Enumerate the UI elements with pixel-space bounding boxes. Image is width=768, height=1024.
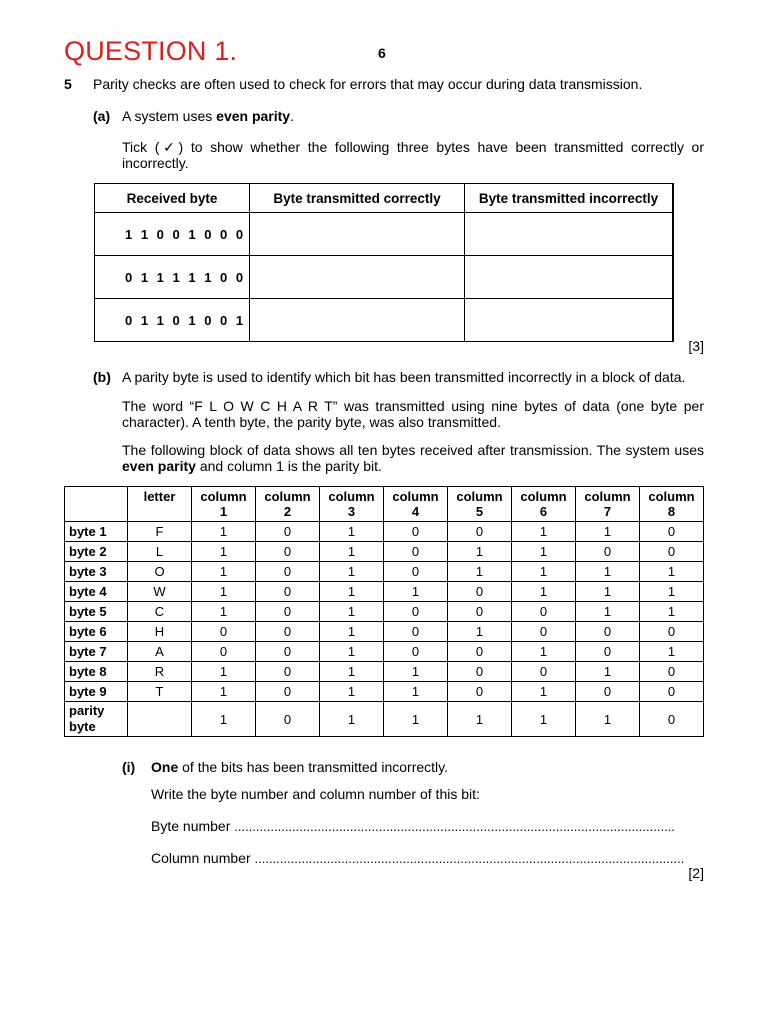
bit-cell: 0 bbox=[512, 602, 576, 622]
bit-cell: 1 bbox=[320, 682, 384, 702]
bit-cell: 1 bbox=[320, 702, 384, 737]
bit-cell: 1 bbox=[384, 662, 448, 682]
bit-cell: 0 bbox=[512, 622, 576, 642]
letter-cell: T bbox=[128, 682, 192, 702]
bit-cell: 0 bbox=[448, 642, 512, 662]
bit-cell: 1 bbox=[192, 542, 256, 562]
table-header: Byte transmitted correctly bbox=[250, 184, 465, 213]
part-a-instruction: Tick (✓) to show whether the following three bytes have been transmitted correctly or incorrectly. bbox=[122, 139, 704, 171]
row-label: byte 3 bbox=[65, 562, 128, 582]
bit-cell: 1 bbox=[640, 562, 704, 582]
question-number: 5 bbox=[64, 76, 72, 92]
bit-cell: 1 bbox=[512, 682, 576, 702]
row-label: parity byte bbox=[65, 702, 128, 737]
bit-cell: 1 bbox=[448, 622, 512, 642]
bit-cell: 1 bbox=[320, 602, 384, 622]
table-row bbox=[65, 662, 704, 682]
bit-cell: 1 bbox=[192, 602, 256, 622]
letter-cell: O bbox=[128, 562, 192, 582]
bit-cell: 0 bbox=[576, 542, 640, 562]
table-row bbox=[65, 542, 704, 562]
question-intro: Parity checks are often used to check for errors that may occur during data transmission. bbox=[93, 76, 643, 92]
part-b-label: (b) bbox=[93, 369, 111, 385]
sub-i-text: One of the bits has been transmitted incorrectly. bbox=[151, 759, 448, 775]
row-label: byte 8 bbox=[65, 662, 128, 682]
bit-cell: 0 bbox=[576, 622, 640, 642]
bit-cell: 1 bbox=[448, 542, 512, 562]
sub-i-instruction: Write the byte number and column number of this bit: bbox=[151, 786, 480, 802]
row-label: byte 9 bbox=[65, 682, 128, 702]
tick-cell-correct[interactable] bbox=[250, 299, 465, 342]
row-label: byte 5 bbox=[65, 602, 128, 622]
bit-cell: 1 bbox=[576, 582, 640, 602]
bit-cell: 1 bbox=[512, 582, 576, 602]
byte-number-line[interactable]: .......................................................................................................................... bbox=[234, 819, 675, 834]
page-number: 6 bbox=[378, 45, 386, 61]
bit-cell: 0 bbox=[448, 582, 512, 602]
received-byte: 0 1 1 1 1 1 0 0 bbox=[95, 256, 250, 299]
bit-cell: 1 bbox=[320, 562, 384, 582]
column-header: column 7 bbox=[576, 487, 640, 522]
bit-cell: 0 bbox=[256, 562, 320, 582]
table-row bbox=[95, 299, 674, 342]
bit-cell: 1 bbox=[512, 702, 576, 737]
column-header: column 2 bbox=[256, 487, 320, 522]
bit-cell: 0 bbox=[256, 622, 320, 642]
bit-cell: 1 bbox=[640, 582, 704, 602]
bit-cell: 0 bbox=[256, 702, 320, 737]
bit-cell: 0 bbox=[448, 522, 512, 542]
bit-cell: 0 bbox=[384, 522, 448, 542]
letter-cell: C bbox=[128, 602, 192, 622]
bit-cell: 1 bbox=[576, 562, 640, 582]
bit-cell: 0 bbox=[576, 642, 640, 662]
bit-cell: 0 bbox=[448, 682, 512, 702]
bit-cell: 0 bbox=[512, 662, 576, 682]
row-label: byte 6 bbox=[65, 622, 128, 642]
bit-cell: 0 bbox=[384, 542, 448, 562]
bit-cell: 0 bbox=[256, 582, 320, 602]
bit-cell: 0 bbox=[640, 662, 704, 682]
bit-cell: 1 bbox=[384, 702, 448, 737]
page-title: QUESTION 1. bbox=[64, 36, 238, 66]
bit-cell: 1 bbox=[384, 682, 448, 702]
bit-cell: 0 bbox=[256, 602, 320, 622]
bit-cell: 0 bbox=[256, 542, 320, 562]
bit-cell: 0 bbox=[256, 522, 320, 542]
part-b-text3: The following block of data shows all ten bytes received after transmission. The system uses even parity and column 1 is the parity bit. bbox=[122, 442, 704, 474]
tick-cell-correct[interactable] bbox=[250, 213, 465, 256]
bit-cell: 1 bbox=[576, 522, 640, 542]
table-header: Byte transmitted incorrectly bbox=[465, 184, 674, 213]
received-byte: 0 1 1 0 1 0 0 1 bbox=[95, 299, 250, 342]
table-row bbox=[65, 522, 704, 542]
table-corner bbox=[65, 487, 128, 522]
bit-cell: 1 bbox=[320, 542, 384, 562]
bit-cell: 0 bbox=[384, 602, 448, 622]
part-a-text: A system uses even parity. bbox=[122, 108, 294, 124]
bit-cell: 1 bbox=[576, 602, 640, 622]
table-row bbox=[65, 562, 704, 582]
bit-cell: 0 bbox=[384, 642, 448, 662]
table-row bbox=[65, 602, 704, 622]
bit-cell: 0 bbox=[256, 662, 320, 682]
bit-cell: 1 bbox=[320, 622, 384, 642]
row-label: byte 4 bbox=[65, 582, 128, 602]
byte-number-answer bbox=[151, 818, 704, 834]
bit-cell: 1 bbox=[448, 562, 512, 582]
bit-cell: 0 bbox=[192, 642, 256, 662]
bit-cell: 1 bbox=[192, 702, 256, 737]
letter-cell: W bbox=[128, 582, 192, 602]
column-number-answer bbox=[151, 850, 704, 866]
parity-row bbox=[65, 702, 704, 737]
part-b-text2: The word “F L O W C H A R T” was transmitted using nine bytes of data (one byte per character). A tenth byte, the parity byte, was also transmitted. bbox=[122, 398, 704, 430]
bit-cell: 0 bbox=[448, 602, 512, 622]
table-row bbox=[65, 682, 704, 702]
tick-cell-incorrect[interactable] bbox=[465, 213, 674, 256]
tick-cell-incorrect[interactable] bbox=[465, 256, 674, 299]
column-header: column 4 bbox=[384, 487, 448, 522]
bit-cell: 0 bbox=[640, 522, 704, 542]
row-label: byte 7 bbox=[65, 642, 128, 662]
column-header: column 5 bbox=[448, 487, 512, 522]
bit-cell: 1 bbox=[576, 662, 640, 682]
bit-cell: 1 bbox=[192, 662, 256, 682]
letter-cell: A bbox=[128, 642, 192, 662]
bit-cell: 1 bbox=[512, 642, 576, 662]
bit-cell: 0 bbox=[256, 682, 320, 702]
table-row bbox=[65, 622, 704, 642]
column-header: column 1 bbox=[192, 487, 256, 522]
marks-i: [2] bbox=[688, 865, 704, 881]
bit-cell: 1 bbox=[192, 582, 256, 602]
bit-cell: 1 bbox=[512, 542, 576, 562]
column-number-line[interactable]: ....................................................................................................................... bbox=[254, 851, 685, 866]
bit-cell: 1 bbox=[512, 562, 576, 582]
bit-cell: 0 bbox=[640, 542, 704, 562]
received-bytes-table bbox=[94, 183, 674, 342]
bit-cell: 0 bbox=[640, 622, 704, 642]
sub-i-label: (i) bbox=[122, 759, 136, 775]
bit-cell: 1 bbox=[192, 682, 256, 702]
bit-cell: 1 bbox=[192, 562, 256, 582]
row-label: byte 2 bbox=[65, 542, 128, 562]
bit-cell: 0 bbox=[576, 682, 640, 702]
bit-cell: 0 bbox=[384, 562, 448, 582]
column-number-label: Column number bbox=[151, 850, 251, 866]
bit-cell: 1 bbox=[640, 642, 704, 662]
bit-cell: 1 bbox=[384, 582, 448, 602]
letter-cell: R bbox=[128, 662, 192, 682]
part-a-label: (a) bbox=[93, 108, 111, 124]
part-b-text1: A parity byte is used to identify which bit has been transmitted incorrectly in a block of data. bbox=[122, 369, 686, 385]
letter-cell: L bbox=[128, 542, 192, 562]
byte-number-label: Byte number bbox=[151, 818, 231, 834]
row-label: byte 1 bbox=[65, 522, 128, 542]
bit-cell: 1 bbox=[320, 522, 384, 542]
letter-header: letter bbox=[128, 487, 192, 522]
bit-cell: 1 bbox=[320, 582, 384, 602]
tick-cell-correct[interactable] bbox=[250, 256, 465, 299]
table-row bbox=[95, 256, 674, 299]
bit-cell: 0 bbox=[448, 662, 512, 682]
bit-cell: 1 bbox=[512, 522, 576, 542]
received-byte: 1 1 0 0 1 0 0 0 bbox=[95, 213, 250, 256]
parity-block-table bbox=[64, 486, 704, 737]
column-header: column 8 bbox=[640, 487, 704, 522]
bit-cell: 1 bbox=[320, 662, 384, 682]
letter-cell bbox=[128, 702, 192, 737]
letter-cell: H bbox=[128, 622, 192, 642]
table-row bbox=[65, 582, 704, 602]
column-header: column 3 bbox=[320, 487, 384, 522]
bit-cell: 0 bbox=[256, 642, 320, 662]
bit-cell: 1 bbox=[576, 702, 640, 737]
bit-cell: 1 bbox=[192, 522, 256, 542]
bit-cell: 0 bbox=[384, 622, 448, 642]
table-row bbox=[65, 642, 704, 662]
bit-cell: 0 bbox=[640, 702, 704, 737]
bit-cell: 1 bbox=[640, 602, 704, 622]
bit-cell: 0 bbox=[640, 682, 704, 702]
bit-cell: 1 bbox=[448, 702, 512, 737]
tick-cell-incorrect[interactable] bbox=[465, 299, 674, 342]
table-header: Received byte bbox=[95, 184, 250, 213]
bit-cell: 0 bbox=[192, 622, 256, 642]
table-row bbox=[95, 213, 674, 256]
marks-a: [3] bbox=[688, 338, 704, 354]
column-header: column 6 bbox=[512, 487, 576, 522]
letter-cell: F bbox=[128, 522, 192, 542]
bit-cell: 1 bbox=[320, 642, 384, 662]
